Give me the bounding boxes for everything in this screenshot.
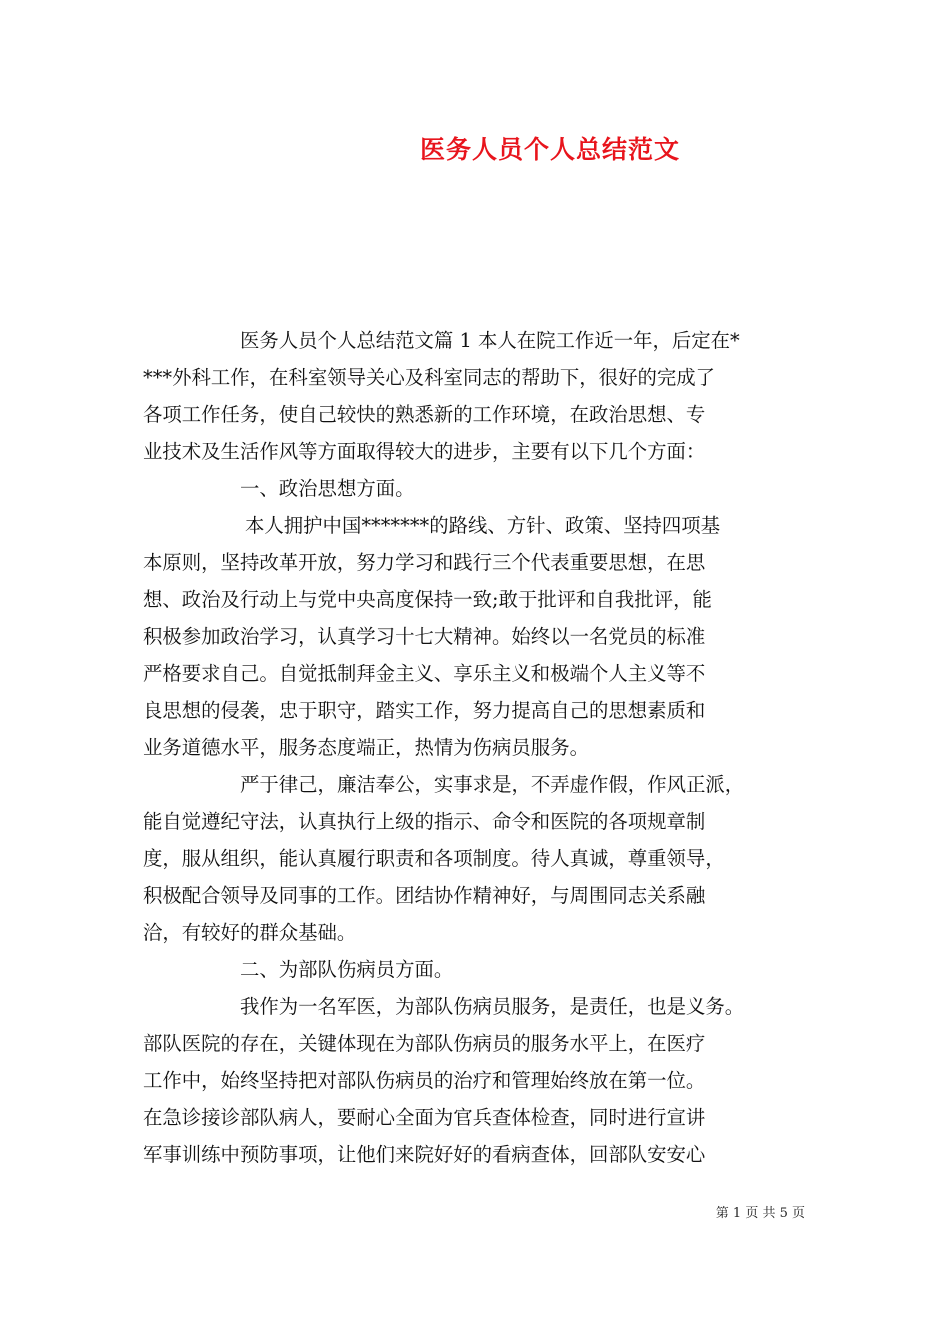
body-line: ***外科工作，在科室领导关心及科室同志的帮助下，很好的完成了 xyxy=(143,366,716,389)
body-line: 严格要求自己。自觉抵制拜金主义、享乐主义和极端个人主义等不 xyxy=(143,662,706,685)
body-line: 军事训练中预防事项，让他们来院好好的看病查体，回部队安安心 xyxy=(143,1143,706,1166)
body-line: 在急诊接诊部队病人，要耐心全面为官兵查体检查，同时进行宣讲 xyxy=(143,1106,706,1129)
body-line: 严于律己，廉洁奉公，实事求是，不弄虚作假，作风正派， xyxy=(240,773,745,796)
page-footer: 第 1 页 共 5 页 xyxy=(715,1206,805,1221)
body-line: 业务道德水平，服务态度端正，热情为伤病员服务。 xyxy=(143,736,589,759)
body-line: 良思想的侵袭，忠于职守，踏实工作，努力提高自己的思想素质和 xyxy=(143,699,706,722)
body-line: 工作中，始终坚持把对部队伤病员的治疗和管理始终放在第一位。 xyxy=(143,1069,706,1092)
body-line: 部队医院的存在，关键体现在为部队伤病员的服务水平上，在医疗 xyxy=(143,1032,706,1055)
section-heading: 二、为部队伤病员方面。 xyxy=(240,958,454,981)
document-body xyxy=(143,322,811,1173)
body-line: 度，服从组织，能认真履行职责和各项制度。待人真诚，尊重领导， xyxy=(143,847,725,870)
section-heading: 一、政治思想方面。 xyxy=(240,477,415,500)
body-line: 各项工作任务，使自己较快的熟悉新的工作环境，在政治思想、专 xyxy=(143,403,706,426)
body-line: 积极配合领导及同事的工作。团结协作精神好，与周围同志关系融 xyxy=(143,884,706,907)
document-title: 医务人员个人总结范文 xyxy=(419,135,680,164)
body-line: 业技术及生活作风等方面取得较大的进步，主要有以下几个方面： xyxy=(143,440,706,463)
body-line: 我作为一名军医，为部队伤病员服务，是责任，也是义务。 xyxy=(240,995,745,1018)
body-line: 能自觉遵纪守法，认真执行上级的指示、命令和医院的各项规章制 xyxy=(143,810,706,833)
body-line: 医务人员个人总结范文篇 1 本人在院工作近一年，后定在* xyxy=(240,329,740,352)
body-line: 本人拥护中国*******的路线、方针、政策、坚持四项基 xyxy=(245,514,721,537)
body-line: 想、政治及行动上与党中央高度保持一致;敢于批评和自我批评，能 xyxy=(143,588,712,611)
body-line: 本原则，坚持改革开放，努力学习和践行三个代表重要思想，在思 xyxy=(143,551,706,574)
body-line: 洽，有较好的群众基础。 xyxy=(143,921,357,944)
body-line: 积极参加政治学习，认真学习十七大精神。始终以一名党员的标准 xyxy=(143,625,706,648)
